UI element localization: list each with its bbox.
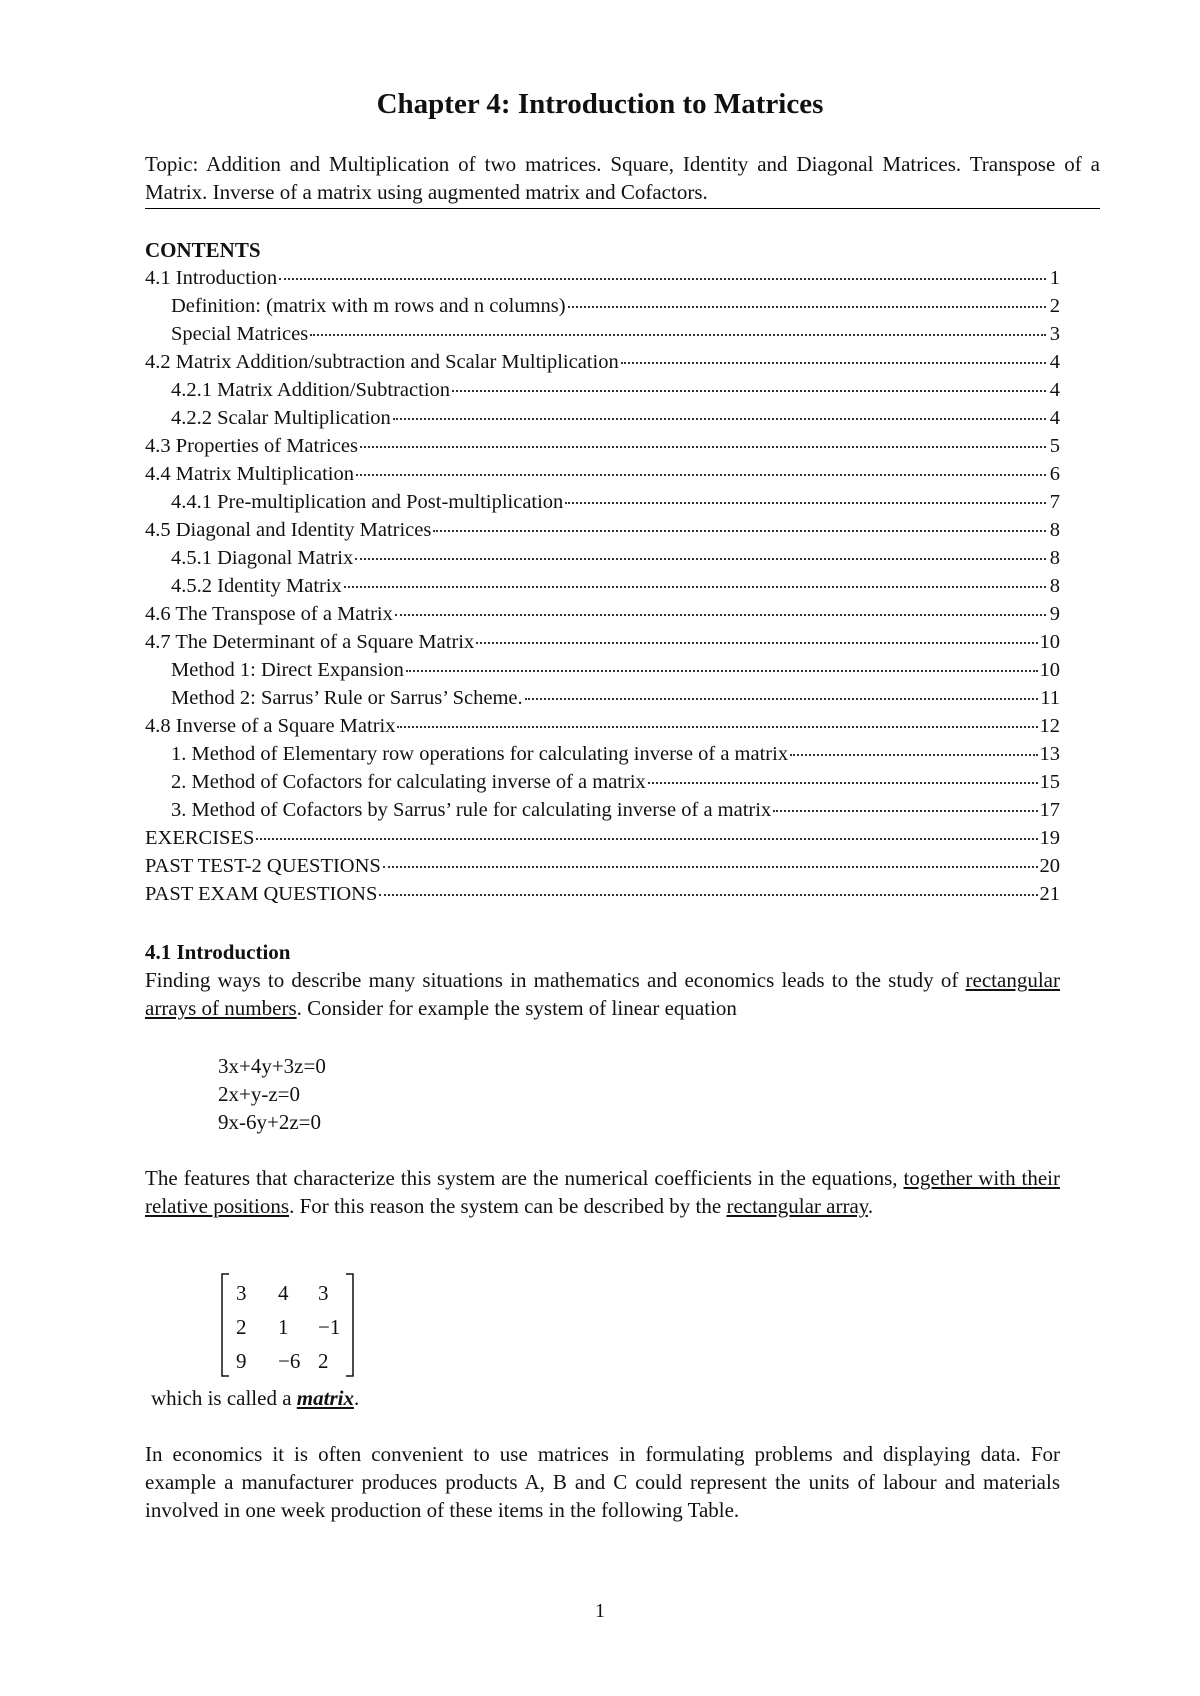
toc-entry-page: 4 xyxy=(1049,379,1060,401)
intro-paragraph xyxy=(145,966,1060,1022)
toc-entry-page: 8 xyxy=(1049,547,1060,569)
matrix-caption xyxy=(151,1384,359,1412)
toc-entry[interactable] xyxy=(145,264,1060,292)
toc-entry[interactable] xyxy=(145,852,1060,880)
toc-entry-page: 8 xyxy=(1049,519,1060,541)
toc-entry-page: 8 xyxy=(1049,575,1060,597)
toc-entry[interactable] xyxy=(145,740,1060,768)
toc-entry-page: 12 xyxy=(1039,715,1060,737)
matrix-caption-text: which is called a xyxy=(151,1386,297,1410)
toc-entry-page: 4 xyxy=(1049,407,1060,429)
toc-entry[interactable] xyxy=(145,768,1060,796)
toc-dot-leader xyxy=(790,754,1037,756)
toc-entry-label: 2. Method of Cofactors for calculating inverse of a matrix xyxy=(171,771,646,793)
toc-dot-leader xyxy=(383,866,1038,868)
toc-dot-leader xyxy=(568,306,1046,308)
toc-entry[interactable] xyxy=(145,404,1060,432)
toc-dot-leader xyxy=(397,726,1037,728)
matrix-cell: 3 xyxy=(236,1281,247,1305)
toc-entry-label: Special Matrices xyxy=(171,323,309,345)
toc-entry-label: Method 2: Sarrus’ Rule or Sarrus’ Scheme. xyxy=(171,687,523,709)
toc-dot-leader xyxy=(310,334,1046,336)
features-paragraph xyxy=(145,1164,1060,1220)
matrix-left-bracket xyxy=(222,1274,229,1376)
toc-dot-leader xyxy=(621,362,1046,364)
coefficient-matrix xyxy=(218,1270,368,1380)
contents-heading: CONTENTS xyxy=(145,238,261,262)
toc-entry-page: 13 xyxy=(1039,743,1060,765)
toc-entry-page: 9 xyxy=(1049,603,1060,625)
matrix-cell: 4 xyxy=(278,1281,289,1305)
chapter-title: Chapter 4: Introduction to Matrices xyxy=(376,88,824,120)
toc-entry-label: EXERCISES xyxy=(145,827,255,849)
toc-entry[interactable] xyxy=(145,628,1060,656)
toc-entry-page: 6 xyxy=(1049,463,1060,485)
toc-entry-label: 4.4 Matrix Multiplication xyxy=(145,463,354,485)
toc-entry-label: 4.4.1 Pre-multiplication and Post-multiplication xyxy=(171,491,564,513)
toc-entry[interactable] xyxy=(145,712,1060,740)
toc-entry-label: 4.8 Inverse of a Square Matrix xyxy=(145,715,396,737)
toc-entry-page: 15 xyxy=(1039,771,1060,793)
toc-entry-label: PAST TEST-2 QUESTIONS xyxy=(145,855,381,877)
toc-entry-label: PAST EXAM QUESTIONS xyxy=(145,883,378,905)
matrix-right-bracket xyxy=(346,1274,353,1376)
toc-dot-leader xyxy=(379,894,1037,896)
table-of-contents xyxy=(145,264,1060,908)
toc-dot-leader xyxy=(344,586,1046,588)
toc-dot-leader xyxy=(395,614,1046,616)
toc-entry-label: 4.5.1 Diagonal Matrix xyxy=(171,547,354,569)
toc-entry-page: 3 xyxy=(1049,323,1060,345)
toc-entry[interactable] xyxy=(145,348,1060,376)
features-underlined-2: rectangular array xyxy=(726,1194,868,1218)
toc-entry-page: 11 xyxy=(1040,687,1060,709)
toc-entry[interactable] xyxy=(145,796,1060,824)
matrix-cell: 3 xyxy=(318,1281,329,1305)
toc-entry[interactable] xyxy=(145,656,1060,684)
topic-text: Topic: Addition and Multiplication of two matrices. Square, Identity and Diagonal Matrices. Transpose of a Matrix. Inverse of a matrix using augmented matrix and Cofactors. xyxy=(145,152,1100,204)
toc-entry-page: 19 xyxy=(1039,827,1060,849)
toc-entry-page: 5 xyxy=(1049,435,1060,457)
toc-entry-label: 3. Method of Cofactors by Sarrus’ rule for calculating inverse of a matrix xyxy=(171,799,772,821)
toc-dot-leader xyxy=(406,670,1038,672)
toc-entry-page: 21 xyxy=(1039,883,1060,905)
toc-entry[interactable] xyxy=(145,460,1060,488)
toc-entry[interactable] xyxy=(145,376,1060,404)
toc-entry[interactable] xyxy=(145,600,1060,628)
matrix-caption-end: . xyxy=(353,1386,360,1410)
toc-dot-leader xyxy=(356,474,1046,476)
toc-dot-leader xyxy=(525,698,1039,700)
intro-text-end: . Consider for example the system of linear equation xyxy=(296,996,737,1020)
toc-entry[interactable] xyxy=(145,488,1060,516)
features-text-end: . xyxy=(867,1194,874,1218)
toc-dot-leader xyxy=(433,530,1046,532)
toc-entry-page: 4 xyxy=(1049,351,1060,373)
toc-entry[interactable] xyxy=(145,544,1060,572)
matrix-cell: 2 xyxy=(318,1349,329,1373)
matrix-term: matrix xyxy=(296,1386,354,1410)
equation-1: 3x+4y+3z=0 xyxy=(218,1054,326,1078)
toc-entry-label: 4.6 The Transpose of a Matrix xyxy=(145,603,393,625)
economics-paragraph: In economics it is often convenient to use matrices in formulating problems and displaying data. For example a manufacturer produces products A, B and C could represent the units of labour and materials involved in one week production of these items in the following Table. xyxy=(145,1442,1060,1522)
toc-entry-label: 4.2.2 Scalar Multiplication xyxy=(171,407,391,429)
toc-dot-leader xyxy=(256,838,1037,840)
matrix-cell: 2 xyxy=(236,1315,247,1339)
toc-entry-page: 20 xyxy=(1039,855,1060,877)
section-heading-introduction: 4.1 Introduction xyxy=(145,940,291,964)
equation-3: 9x-6y+2z=0 xyxy=(218,1110,322,1134)
toc-entry-page: 2 xyxy=(1049,295,1060,317)
features-underlined-1: together with their relative positions xyxy=(145,1166,1060,1218)
toc-entry[interactable] xyxy=(145,320,1060,348)
toc-entry-label: 4.7 The Determinant of a Square Matrix xyxy=(145,631,475,653)
toc-entry-page: 10 xyxy=(1039,631,1060,653)
toc-dot-leader xyxy=(360,446,1046,448)
intro-underlined-term: rectangular arrays of numbers xyxy=(145,968,1060,1020)
toc-entry-label: 4.2 Matrix Addition/subtraction and Scalar Multiplication xyxy=(145,351,619,373)
toc-dot-leader xyxy=(773,810,1037,812)
toc-dot-leader xyxy=(279,278,1046,280)
matrix-cell: 9 xyxy=(236,1349,247,1373)
toc-entry-label: 4.2.1 Matrix Addition/Subtraction xyxy=(171,379,451,401)
intro-text: Finding ways to describe many situations in mathematics and economics leads to the study of xyxy=(145,968,966,992)
toc-entry[interactable] xyxy=(145,684,1060,712)
matrix-cell: −1 xyxy=(318,1315,341,1339)
toc-dot-leader xyxy=(452,390,1046,392)
matrix-cell: 1 xyxy=(278,1315,289,1339)
toc-dot-leader xyxy=(565,502,1046,504)
features-text: The features that characterize this system are the numerical coefficients in the equations, xyxy=(145,1166,904,1190)
toc-entry[interactable] xyxy=(145,880,1060,908)
toc-dot-leader xyxy=(355,558,1046,560)
matrix-svg xyxy=(218,1270,368,1380)
matrix-cell: −6 xyxy=(278,1349,301,1373)
toc-entry-label: 4.3 Properties of Matrices xyxy=(145,435,358,457)
toc-entry[interactable] xyxy=(145,572,1060,600)
toc-entry-label: 4.5 Diagonal and Identity Matrices xyxy=(145,519,432,541)
toc-entry[interactable] xyxy=(145,824,1060,852)
equation-2: 2x+y-z=0 xyxy=(218,1082,301,1106)
toc-dot-leader xyxy=(476,642,1037,644)
toc-dot-leader xyxy=(648,782,1038,784)
toc-entry-page: 1 xyxy=(1049,267,1060,289)
toc-entry[interactable] xyxy=(145,432,1060,460)
toc-entry-label: 1. Method of Elementary row operations for calculating inverse of a matrix xyxy=(171,743,789,765)
toc-entry-label: 4.1 Introduction xyxy=(145,267,278,289)
features-text-middle: . For this reason the system can be described by the xyxy=(289,1194,727,1218)
toc-entry-page: 7 xyxy=(1049,491,1060,513)
toc-entry[interactable] xyxy=(145,516,1060,544)
toc-entry[interactable] xyxy=(145,292,1060,320)
toc-entry-label: Definition: (matrix with m rows and n columns) xyxy=(171,295,566,317)
toc-dot-leader xyxy=(393,418,1046,420)
topic-divider xyxy=(145,208,1100,209)
toc-entry-page: 17 xyxy=(1039,799,1060,821)
toc-entry-page: 10 xyxy=(1039,659,1060,681)
toc-entry-label: Method 1: Direct Expansion xyxy=(171,659,404,681)
toc-entry-label: 4.5.2 Identity Matrix xyxy=(171,575,342,597)
page-number: 1 xyxy=(595,1600,605,1622)
